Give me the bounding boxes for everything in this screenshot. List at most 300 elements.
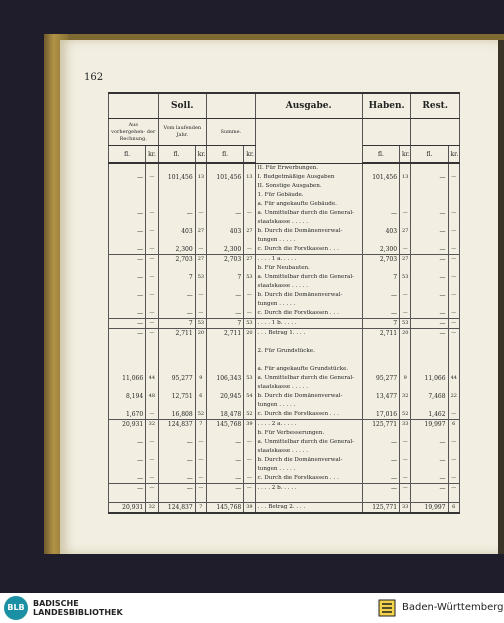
row-value (448, 365, 459, 374)
row-value (244, 264, 255, 273)
table-row (109, 163, 460, 173)
row-value: 33 (400, 420, 411, 430)
row-value (207, 347, 244, 356)
row-value: 1,462 (411, 410, 448, 420)
row-value (400, 218, 411, 227)
row-value (411, 347, 448, 356)
row-value: — (158, 456, 195, 465)
row-value: — (448, 273, 459, 282)
row-value (400, 401, 411, 410)
row-value (195, 447, 206, 456)
row-description (255, 338, 362, 347)
row-value: 20,931 (109, 503, 146, 514)
row-value (448, 282, 459, 291)
row-value (146, 347, 158, 356)
row-value: 44 (146, 374, 158, 383)
row-value: 53 (195, 273, 206, 282)
row-value: — (207, 309, 244, 319)
row-value: — (448, 255, 459, 265)
row-description: a. Unmittelbar durch die General- (255, 438, 362, 447)
row-value: — (362, 456, 399, 465)
row-value: 2,300 (207, 245, 244, 255)
row-value (362, 365, 399, 374)
row-description: 2. Für Grundstücke. (255, 347, 362, 356)
row-value (158, 465, 195, 474)
row-value (109, 383, 146, 392)
row-value (195, 163, 206, 173)
row-description: a. Unmittelbar durch die General- (255, 273, 362, 282)
row-value (207, 365, 244, 374)
row-value: — (244, 245, 255, 255)
row-value (411, 383, 448, 392)
unit-kr: kr. (400, 146, 411, 164)
row-value (362, 429, 399, 438)
row-description: b. Für Verbesserungen. (255, 429, 362, 438)
table-row (109, 465, 460, 474)
row-value (411, 218, 448, 227)
row-value: 101,456 (207, 173, 244, 182)
row-value (362, 356, 399, 365)
row-description: 1. Für Gebäude. (255, 191, 362, 200)
row-description (255, 493, 362, 503)
row-description (255, 356, 362, 365)
row-value (244, 493, 255, 503)
row-value (400, 300, 411, 309)
row-value (400, 493, 411, 503)
row-value (195, 465, 206, 474)
table-row (109, 264, 460, 273)
table-row (109, 173, 460, 182)
row-value (146, 447, 158, 456)
row-value: 125,771 (362, 420, 399, 430)
row-value: — (448, 484, 459, 494)
row-value (109, 338, 146, 347)
row-value: 20,931 (109, 420, 146, 430)
row-value: 22 (448, 392, 459, 401)
table-row (109, 329, 460, 339)
row-description: staatskasse . . . . . (255, 218, 362, 227)
header-haben: Haben. (362, 93, 411, 119)
row-value (411, 429, 448, 438)
row-value: 27 (400, 255, 411, 265)
row-value (400, 182, 411, 191)
table-row (109, 383, 460, 392)
row-value (411, 200, 448, 209)
library-name-line2: LANDESBIBLIOTHEK (33, 608, 123, 617)
row-value: 145,768 (207, 503, 244, 514)
row-value (362, 282, 399, 291)
row-value: 101,456 (158, 173, 195, 182)
row-value: — (109, 329, 146, 339)
row-value: 9 (400, 374, 411, 383)
row-value: — (448, 245, 459, 255)
table-row (109, 191, 460, 200)
row-value (109, 465, 146, 474)
row-value (109, 300, 146, 309)
row-value (448, 465, 459, 474)
row-value (411, 465, 448, 474)
table-row (109, 503, 460, 514)
row-value (195, 429, 206, 438)
row-value (146, 338, 158, 347)
row-value (146, 236, 158, 245)
row-value: — (400, 309, 411, 319)
row-value: — (158, 484, 195, 494)
row-value (195, 338, 206, 347)
row-value: 2,711 (207, 329, 244, 339)
row-value (109, 264, 146, 273)
row-value (244, 447, 255, 456)
row-value (244, 401, 255, 410)
row-value: 2,300 (158, 245, 195, 255)
row-value (400, 465, 411, 474)
row-value (448, 300, 459, 309)
row-value (362, 218, 399, 227)
row-value: 20 (400, 329, 411, 339)
row-value: — (448, 329, 459, 339)
table-row (109, 410, 460, 420)
table-row (109, 484, 460, 494)
row-value: 53 (244, 319, 255, 329)
row-value: 145,768 (207, 420, 244, 430)
row-value (195, 182, 206, 191)
library-name[interactable] (33, 599, 123, 617)
row-value (244, 163, 255, 173)
row-value: 7 (195, 503, 206, 514)
row-value (448, 218, 459, 227)
row-value: 20,945 (207, 392, 244, 401)
row-value: — (195, 309, 206, 319)
row-value: — (400, 474, 411, 484)
row-value: 12,751 (158, 392, 195, 401)
row-description: tungen . . . . . (255, 300, 362, 309)
row-value: — (448, 309, 459, 319)
row-value: 9 (195, 374, 206, 383)
row-value (411, 356, 448, 365)
row-value: — (362, 309, 399, 319)
row-value: — (158, 309, 195, 319)
row-value (158, 264, 195, 273)
table-row (109, 218, 460, 227)
row-value (207, 356, 244, 365)
row-value (448, 200, 459, 209)
table-row (109, 438, 460, 447)
row-value (207, 300, 244, 309)
row-description: staatskasse . . . . . (255, 383, 362, 392)
unit-fl: fl. (362, 146, 399, 164)
row-value: — (362, 209, 399, 218)
table-row (109, 291, 460, 300)
page-right-edge (498, 40, 504, 554)
row-value: 125,771 (362, 503, 399, 514)
row-value: — (109, 245, 146, 255)
row-value (146, 182, 158, 191)
row-value (195, 356, 206, 365)
row-value (158, 356, 195, 365)
row-description: c. Durch die Forstkassen . . . (255, 410, 362, 420)
row-value: — (448, 227, 459, 236)
table-row (109, 300, 460, 309)
row-value (146, 429, 158, 438)
row-value (400, 338, 411, 347)
row-value (158, 163, 195, 173)
row-value (448, 191, 459, 200)
row-value: 7 (158, 273, 195, 282)
table-row (109, 236, 460, 245)
row-value: — (195, 209, 206, 218)
row-value (244, 218, 255, 227)
row-value (158, 383, 195, 392)
row-value (448, 383, 459, 392)
table-row (109, 420, 460, 430)
row-value (207, 163, 244, 173)
row-value (207, 429, 244, 438)
row-value: 2,711 (362, 329, 399, 339)
row-value: 27 (244, 255, 255, 265)
row-value: 106,343 (207, 374, 244, 383)
header-ausgabe: Ausgabe. (255, 93, 362, 119)
row-value (362, 236, 399, 245)
table-row (109, 273, 460, 282)
row-value (448, 493, 459, 503)
row-value: — (411, 209, 448, 218)
row-value: — (400, 245, 411, 255)
row-value: — (448, 319, 459, 329)
row-value: 48 (146, 392, 158, 401)
row-description: c. Durch die Forstkassen . . . (255, 474, 362, 484)
row-value (195, 365, 206, 374)
row-value (109, 163, 146, 173)
row-value: — (109, 319, 146, 329)
row-value: — (448, 209, 459, 218)
row-value (244, 465, 255, 474)
row-value (362, 300, 399, 309)
row-value (400, 282, 411, 291)
row-value (146, 493, 158, 503)
table-row (109, 474, 460, 484)
row-value (109, 218, 146, 227)
table-row (109, 182, 460, 191)
row-value: — (146, 173, 158, 182)
header-soll: Soll. (158, 93, 207, 119)
row-value: — (109, 209, 146, 218)
coat-of-arms-icon (378, 599, 396, 617)
unit-fl: fl. (158, 146, 195, 164)
row-value: — (411, 329, 448, 339)
row-value: — (109, 173, 146, 182)
row-value (411, 447, 448, 456)
ledger-table (108, 92, 460, 514)
row-description: c. Durch die Forstkassen . . . (255, 309, 362, 319)
unit-fl: fl. (109, 146, 146, 164)
row-value: 27 (400, 227, 411, 236)
table-row (109, 319, 460, 329)
row-value (362, 200, 399, 209)
table-row (109, 200, 460, 209)
row-value: 2,300 (362, 245, 399, 255)
row-value (158, 401, 195, 410)
row-value: — (146, 227, 158, 236)
row-value: — (109, 309, 146, 319)
row-value: — (146, 309, 158, 319)
row-value: — (207, 209, 244, 218)
row-value: 27 (195, 227, 206, 236)
row-value (207, 282, 244, 291)
row-value: — (146, 291, 158, 300)
row-value (158, 218, 195, 227)
row-value: 6 (195, 392, 206, 401)
row-value: — (207, 291, 244, 300)
row-value (195, 236, 206, 245)
row-value (109, 429, 146, 438)
unit-kr: kr. (448, 146, 459, 164)
row-description: b. Durch die Domänenverwal- (255, 392, 362, 401)
row-value (448, 429, 459, 438)
row-value: — (411, 319, 448, 329)
row-value: — (244, 438, 255, 447)
row-description: tungen . . . . . (255, 236, 362, 245)
row-value (109, 191, 146, 200)
row-value (207, 447, 244, 456)
row-value: 7 (207, 273, 244, 282)
row-value (400, 200, 411, 209)
row-value (244, 200, 255, 209)
row-value (158, 429, 195, 438)
row-value (158, 182, 195, 191)
blb-logo[interactable]: BLB (4, 596, 28, 620)
row-value: — (158, 438, 195, 447)
row-value: 7 (362, 319, 399, 329)
row-value: — (146, 484, 158, 494)
row-value (195, 401, 206, 410)
row-value: 95,277 (158, 374, 195, 383)
row-value: 39 (244, 503, 255, 514)
row-value (448, 264, 459, 273)
row-value (448, 182, 459, 191)
row-value (146, 300, 158, 309)
unit-kr: kr. (244, 146, 255, 164)
row-value (207, 465, 244, 474)
unit-fl: fl. (411, 146, 448, 164)
row-description: staatskasse . . . . . (255, 447, 362, 456)
row-value (195, 191, 206, 200)
row-value (109, 365, 146, 374)
row-value: 32 (146, 420, 158, 430)
row-value: 27 (195, 255, 206, 265)
header-row-sub (109, 119, 460, 146)
library-name-line1: BADISCHE (33, 599, 79, 608)
row-value (400, 365, 411, 374)
row-value (448, 338, 459, 347)
row-value: 52 (195, 410, 206, 420)
table-row (109, 493, 460, 503)
row-value (146, 383, 158, 392)
header-blank-1 (109, 93, 159, 119)
row-value (146, 191, 158, 200)
row-value (400, 191, 411, 200)
table-row (109, 255, 460, 265)
row-value (244, 191, 255, 200)
row-value (109, 282, 146, 291)
row-value: — (109, 255, 146, 265)
row-value (109, 401, 146, 410)
row-value: — (362, 474, 399, 484)
row-value (362, 338, 399, 347)
row-value: — (411, 291, 448, 300)
table-row (109, 338, 460, 347)
row-value: — (400, 456, 411, 465)
row-value (195, 282, 206, 291)
row-value: — (158, 291, 195, 300)
row-value: — (448, 173, 459, 182)
row-value (146, 282, 158, 291)
row-value (411, 493, 448, 503)
row-value: — (109, 484, 146, 494)
row-value (362, 447, 399, 456)
row-value (207, 182, 244, 191)
row-value: 124,837 (158, 503, 195, 514)
row-value (244, 356, 255, 365)
row-value (158, 447, 195, 456)
row-value (411, 401, 448, 410)
row-value (158, 200, 195, 209)
row-value: — (146, 438, 158, 447)
row-value: 7 (362, 273, 399, 282)
table-row (109, 309, 460, 319)
row-value: 52 (400, 410, 411, 420)
row-value: — (109, 273, 146, 282)
row-value (400, 447, 411, 456)
row-value: 2,703 (362, 255, 399, 265)
row-value (362, 383, 399, 392)
row-value (207, 191, 244, 200)
row-value (158, 493, 195, 503)
row-description: tungen . . . . . (255, 465, 362, 474)
row-value: 39 (244, 420, 255, 430)
state-name[interactable]: Baden-Württemberg (402, 602, 504, 613)
row-value (109, 447, 146, 456)
row-value: 20 (244, 329, 255, 339)
row-value: — (195, 438, 206, 447)
row-value: 19,997 (411, 503, 448, 514)
row-value (146, 356, 158, 365)
row-value (207, 218, 244, 227)
header-row-main (109, 93, 460, 119)
row-value: 13,477 (362, 392, 399, 401)
row-value: — (448, 291, 459, 300)
row-value (411, 338, 448, 347)
header-summe: Summe. (207, 119, 256, 146)
row-value: — (146, 456, 158, 465)
row-value: — (195, 474, 206, 484)
row-value: 124,837 (158, 420, 195, 430)
row-value (244, 182, 255, 191)
row-value: 7 (207, 319, 244, 329)
row-value (244, 347, 255, 356)
row-description: . . . . 2 b. . . . . (255, 484, 362, 494)
row-value (158, 300, 195, 309)
row-description: a. Für angekaufte Gebäude. (255, 200, 362, 209)
row-value (158, 282, 195, 291)
row-value: — (109, 438, 146, 447)
row-value: — (411, 173, 448, 182)
row-value: — (109, 474, 146, 484)
row-value (109, 200, 146, 209)
row-value: — (146, 410, 158, 420)
row-value: 13 (400, 173, 411, 182)
row-description: b. Durch die Domänenverwal- (255, 227, 362, 236)
row-value (146, 200, 158, 209)
